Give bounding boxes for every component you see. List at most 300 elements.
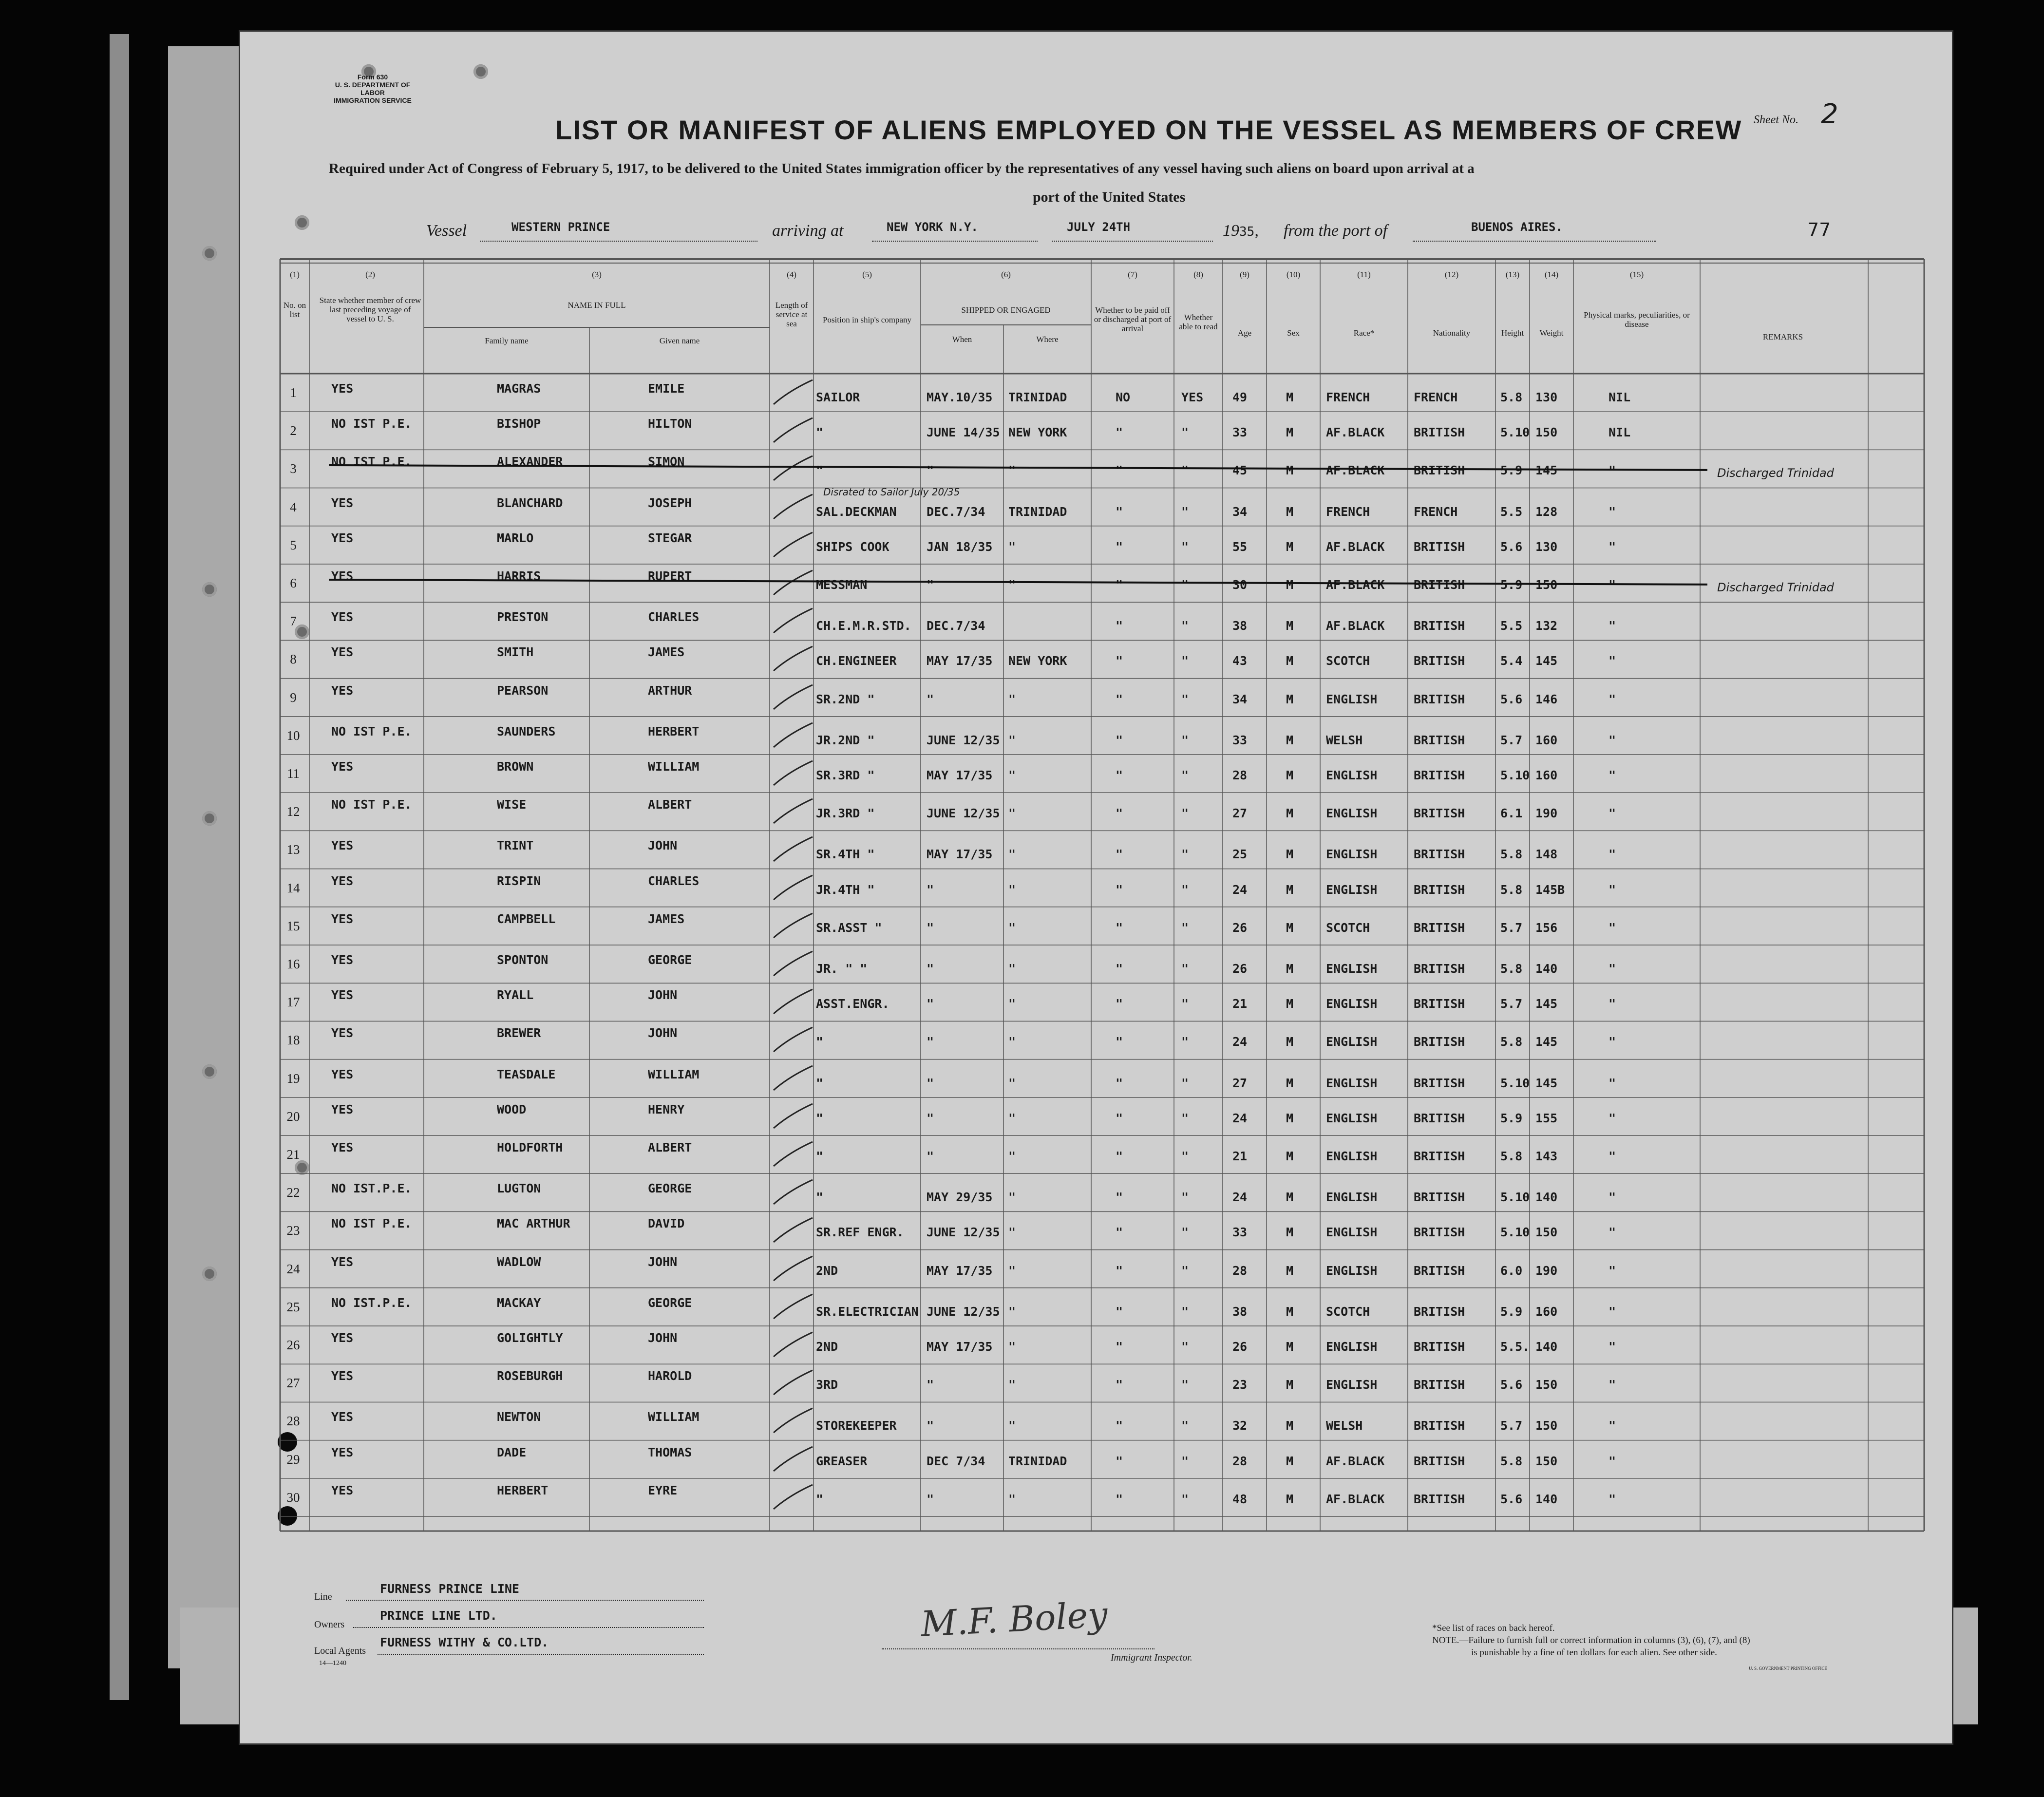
row-number: 15 [286, 918, 300, 933]
cell-sex: M [1286, 619, 1294, 633]
service-check-mark [770, 947, 814, 982]
cell-when: DEC.7/34 [927, 619, 985, 633]
cell-where: " [1008, 1149, 1016, 1163]
row-number: 1 [290, 385, 297, 400]
cell-marks: " [1609, 806, 1616, 821]
cell-age: 21 [1232, 1149, 1248, 1163]
cell-marks: " [1609, 504, 1616, 519]
cell-when: " [927, 1076, 934, 1090]
service-check-mark [770, 491, 814, 525]
col1-num: (1) [290, 270, 300, 279]
subtitle-line-2: port of the United States [1033, 189, 1186, 205]
cell-sex: M [1286, 425, 1294, 440]
cell-weight: 156 [1535, 920, 1558, 935]
cell-read: " [1181, 1076, 1189, 1090]
service-check-mark [770, 1328, 814, 1362]
cell-prev: NO IST P.E. [331, 1216, 412, 1231]
cell-given: JOSEPH [648, 495, 692, 510]
cell-prev: YES [331, 759, 354, 774]
cell-weight: 128 [1535, 504, 1558, 519]
cell-position: SAL.DECKMAN [816, 504, 897, 519]
cell-height: 5.8 [1500, 1035, 1523, 1049]
cell-race: ENGLISH [1326, 997, 1378, 1011]
col4-num: (4) [787, 270, 796, 279]
cell-family: WISE [497, 797, 527, 812]
cell-when: " [927, 578, 934, 592]
cell-where: NEW YORK [1008, 425, 1067, 440]
service-check-mark [770, 376, 814, 410]
cell-race: AF.BLACK [1326, 463, 1385, 478]
cell-family: SMITH [497, 645, 534, 660]
cell-position: " [816, 425, 824, 440]
cell-read: " [1181, 1149, 1189, 1163]
cell-height: 5.9 [1500, 1111, 1523, 1125]
col13-num: (13) [1505, 270, 1520, 279]
cell-race: ENGLISH [1326, 1225, 1378, 1240]
cell-family: HERBERT [497, 1483, 549, 1497]
cell-read: " [1181, 1111, 1189, 1125]
cell-nat: BRITISH [1414, 733, 1465, 747]
row-number: 30 [286, 1490, 300, 1505]
owners-label: Owners [314, 1619, 345, 1630]
row-number: 10 [286, 728, 300, 743]
punch-hole [202, 811, 217, 826]
cell-height: 5.6 [1500, 1378, 1523, 1392]
form-department: U. S. DEPARTMENT OF LABOR [335, 81, 411, 96]
cell-position: SR.3RD " [816, 768, 875, 782]
cell-position: " [816, 463, 824, 478]
cell-prev: YES [331, 1369, 354, 1383]
col6-when-header: When [952, 335, 972, 344]
cell-race: ENGLISH [1326, 882, 1378, 897]
cell-sex: M [1286, 733, 1294, 747]
cell-height: 5.5 [1500, 619, 1523, 633]
cell-marks: " [1609, 733, 1616, 747]
cell-prev: YES [331, 1445, 354, 1459]
cell-read: " [1181, 463, 1189, 478]
cell-read: " [1181, 806, 1189, 821]
cell-given: EYRE [648, 1483, 678, 1497]
cell-given: RUPERT [648, 569, 692, 583]
cell-family: PRESTON [497, 610, 549, 624]
col9-num: (9) [1240, 270, 1249, 279]
cell-where: " [1008, 692, 1016, 706]
cell-sex: M [1286, 1454, 1294, 1468]
cell-age: 21 [1232, 997, 1248, 1011]
cell-age: 24 [1232, 1111, 1248, 1125]
cell-given: WILLIAM [648, 1067, 700, 1081]
cell-nat: BRITISH [1414, 692, 1465, 706]
cell-when: MAY 17/35 [927, 847, 993, 862]
row-number: 24 [286, 1261, 300, 1276]
row-number: 28 [286, 1414, 300, 1429]
col7-header: Whether to be paid off or discharged at port of arrival [1094, 305, 1172, 333]
cell-where: " [1008, 1304, 1016, 1319]
cell-read: " [1181, 1492, 1189, 1506]
col7-num: (7) [1128, 270, 1137, 279]
cell-where: " [1008, 1263, 1016, 1278]
remark-discharged: Discharged Trinidad [1717, 581, 1834, 594]
cell-given: JAMES [648, 911, 685, 926]
cell-read: " [1181, 733, 1189, 747]
cell-when: " [927, 463, 934, 478]
cell-age: 30 [1232, 578, 1248, 592]
cell-when: MAY 17/35 [927, 654, 993, 668]
cell-read: " [1181, 997, 1189, 1011]
cell-height: 5.8 [1500, 882, 1523, 897]
cell-age: 43 [1232, 654, 1248, 668]
cell-family: MAC ARTHUR [497, 1216, 570, 1231]
col15-num: (15) [1629, 270, 1644, 279]
cell-family: ALEXANDER [497, 454, 563, 469]
col14-num: (14) [1544, 270, 1559, 279]
cell-when: MAY 29/35 [927, 1190, 993, 1205]
cell-weight: 140 [1535, 962, 1558, 976]
cell-sex: M [1286, 920, 1294, 935]
cell-sex: M [1286, 1111, 1294, 1125]
service-check-mark [770, 1290, 814, 1324]
form-number: Form 630 [357, 73, 388, 81]
cell-family: RYALL [497, 988, 534, 1003]
col2-num: (2) [365, 270, 375, 279]
cell-marks: " [1609, 539, 1616, 554]
cell-marks: " [1609, 692, 1616, 706]
cell-given: JOHN [648, 1254, 678, 1269]
cell-when: " [927, 1419, 934, 1433]
cell-paid: " [1116, 654, 1123, 668]
cell-family: PEARSON [497, 683, 549, 698]
year-suffix: 35 [1239, 225, 1255, 239]
cell-position: 2ND [816, 1263, 838, 1278]
cell-family: MACKAY [497, 1295, 541, 1310]
cell-nat: BRITISH [1414, 1304, 1465, 1319]
cell-given: JOHN [648, 988, 678, 1003]
col2-header: State whether member of crew last preceding voyage of vessel to U. S. [319, 296, 421, 323]
col6-header: SHIPPED OR ENGAGED [961, 305, 1051, 315]
cell-nat: BRITISH [1414, 1378, 1465, 1392]
cell-when: DEC 7/34 [927, 1454, 985, 1468]
cell-given: JOHN [648, 838, 678, 853]
cell-given: HENRY [648, 1102, 685, 1116]
service-check-mark [770, 795, 814, 829]
cell-height: 5.6 [1500, 692, 1523, 706]
cell-race: SCOTCH [1326, 1304, 1370, 1319]
cell-race: AF.BLACK [1326, 539, 1385, 554]
cell-paid: " [1116, 768, 1123, 782]
col1-header: No. on list [283, 301, 306, 319]
cell-when: " [927, 882, 934, 897]
cell-position: SAILOR [816, 390, 860, 404]
cell-given: JOHN [648, 1026, 678, 1040]
cell-age: 25 [1232, 847, 1248, 862]
cell-nat: BRITISH [1414, 425, 1465, 440]
row-number: 2 [290, 423, 297, 438]
cell-weight: 145 [1535, 1035, 1558, 1049]
cell-family: TRINT [497, 838, 534, 853]
cell-paid: " [1116, 920, 1123, 935]
cell-family: NEWTON [497, 1410, 541, 1424]
cell-nat: BRITISH [1414, 920, 1465, 935]
row-number: 9 [290, 690, 297, 705]
service-check-mark [770, 1062, 814, 1096]
cell-marks: " [1609, 1378, 1616, 1392]
cell-age: 24 [1232, 1035, 1248, 1049]
cell-where: " [1008, 962, 1016, 976]
col6-where-header: Where [1036, 335, 1059, 344]
service-check-mark [770, 529, 814, 563]
cell-where: " [1008, 1419, 1016, 1433]
cell-family: WOOD [497, 1102, 527, 1116]
cell-prev: YES [331, 645, 354, 660]
cell-prev: YES [331, 610, 354, 624]
cell-age: 55 [1232, 539, 1248, 554]
cell-family: HARRIS [497, 569, 541, 583]
cell-given: DAVID [648, 1216, 685, 1231]
cell-prev: YES [331, 569, 354, 583]
cell-race: ENGLISH [1326, 1035, 1378, 1049]
row-number: 18 [286, 1033, 300, 1048]
cell-nat: BRITISH [1414, 654, 1465, 668]
cell-prev: NO IST P.E. [331, 416, 412, 431]
agents-label: Local Agents [314, 1646, 366, 1656]
col8-header: Whether able to read [1179, 313, 1218, 331]
cell-given: GEORGE [648, 1295, 692, 1310]
cell-position: SR.4TH " [816, 847, 875, 862]
cell-read: " [1181, 654, 1189, 668]
cell-given: HAROLD [648, 1369, 692, 1383]
cell-read: " [1181, 539, 1189, 554]
row-number: 11 [287, 766, 300, 781]
cell-family: MAGRAS [497, 381, 541, 396]
cell-marks: " [1609, 1076, 1616, 1090]
service-check-mark [770, 719, 814, 753]
cell-marks: " [1609, 463, 1616, 478]
cell-prev: NO IST P.E. [331, 724, 412, 738]
service-check-mark [770, 909, 814, 944]
cell-race: ENGLISH [1326, 962, 1378, 976]
col3-num: (3) [592, 270, 602, 279]
cell-where: " [1008, 920, 1016, 935]
cell-sex: M [1286, 1035, 1294, 1049]
cell-race: ENGLISH [1326, 1378, 1378, 1392]
cell-paid: " [1116, 1340, 1123, 1354]
agents-value: FURNESS WITHY & CO.LTD. [380, 1635, 549, 1649]
cell-race: ENGLISH [1326, 806, 1378, 821]
cell-paid: " [1116, 1419, 1123, 1433]
cell-read: " [1181, 692, 1189, 706]
cell-sex: M [1286, 1263, 1294, 1278]
subtitle-line-1: Required under Act of Congress of February 5, 1917, to be delivered to the United States immigration officer by the representatives of any vessel having such aliens on board upon arrival at a [329, 161, 1475, 176]
cell-position: STOREKEEPER [816, 1419, 897, 1433]
cell-race: FRENCH [1326, 504, 1370, 519]
cell-nat: BRITISH [1414, 1454, 1465, 1468]
cell-family: DADE [497, 1445, 527, 1459]
sheet-value: 2 [1820, 98, 1838, 130]
cell-when: MAY 17/35 [927, 1263, 993, 1278]
cell-read: YES [1181, 390, 1204, 404]
cell-race: ENGLISH [1326, 692, 1378, 706]
cell-given: JAMES [648, 645, 685, 660]
cell-sex: M [1286, 692, 1294, 706]
cell-marks: NIL [1609, 425, 1631, 440]
agents-underline [378, 1654, 704, 1655]
row-number: 4 [290, 499, 297, 514]
remark-discharged: Discharged Trinidad [1717, 466, 1834, 480]
cell-weight: 140 [1535, 1492, 1558, 1506]
cell-paid: " [1116, 882, 1123, 897]
arrival-date: JULY 24TH [1067, 220, 1131, 234]
cell-paid: " [1116, 1190, 1123, 1205]
cell-prev: YES [331, 530, 354, 545]
cell-marks: " [1609, 882, 1616, 897]
cell-paid: " [1116, 1378, 1123, 1392]
cell-prev: YES [331, 1026, 354, 1040]
cell-nat: BRITISH [1414, 847, 1465, 862]
cell-when: " [927, 962, 934, 976]
cell-position: 3RD [816, 1378, 838, 1392]
cell-sex: M [1286, 847, 1294, 862]
col11-num: (11) [1357, 270, 1371, 279]
cell-weight: 150 [1535, 1419, 1558, 1433]
cell-read: " [1181, 962, 1189, 976]
col10-header: Sex [1287, 328, 1300, 338]
row-number: 25 [286, 1299, 300, 1314]
cell-weight: 145 [1535, 463, 1558, 478]
cell-read: " [1181, 768, 1189, 782]
cell-when: MAY.10/35 [927, 390, 993, 404]
cell-height: 6.1 [1500, 806, 1523, 821]
cell-nat: BRITISH [1414, 1492, 1465, 1506]
col11-header: Race* [1353, 328, 1375, 338]
cell-when: MAY 17/35 [927, 1340, 993, 1354]
row-number: 16 [286, 957, 300, 971]
cell-age: 38 [1232, 619, 1248, 633]
service-check-mark [770, 1176, 814, 1210]
cell-sex: M [1286, 882, 1294, 897]
col12-num: (12) [1444, 270, 1459, 279]
cell-marks: " [1609, 997, 1616, 1011]
printer-imprint: U. S. GOVERNMENT PRINTING OFFICE [1749, 1666, 1827, 1671]
service-check-mark [770, 643, 814, 677]
cell-height: 5.8 [1500, 1454, 1523, 1468]
cell-nat: BRITISH [1414, 882, 1465, 897]
cell-sex: M [1286, 768, 1294, 782]
year-prefix: 19 [1223, 222, 1239, 240]
row-number: 17 [286, 995, 300, 1010]
cell-race: AF.BLACK [1326, 1492, 1385, 1506]
cell-paid: " [1116, 847, 1123, 862]
cell-read: " [1181, 1454, 1189, 1468]
cell-sex: M [1286, 1149, 1294, 1163]
cell-nat: BRITISH [1414, 1340, 1465, 1354]
line-value: FURNESS PRINCE LINE [380, 1582, 519, 1596]
cell-paid: NO [1116, 390, 1131, 404]
cell-weight: 150 [1535, 578, 1558, 592]
row-number: 19 [286, 1071, 300, 1086]
cell-weight: 150 [1535, 425, 1558, 440]
cell-position: " [816, 1035, 824, 1049]
cell-position: SR.REF ENGR. [816, 1225, 904, 1240]
cell-paid: " [1116, 1149, 1123, 1163]
cell-given: WILLIAM [648, 1410, 700, 1424]
cell-race: AF.BLACK [1326, 1454, 1385, 1468]
col4-header: Length of service at sea [775, 301, 808, 328]
cell-when: JUNE 12/35 [927, 1225, 1000, 1240]
remarks-header: REMARKS [1762, 332, 1803, 341]
year: 1935, [1223, 222, 1259, 240]
cell-position: JR. " " [816, 962, 868, 976]
row-number: 29 [286, 1452, 300, 1467]
inspector-signature: M.F. Boley [920, 1594, 1109, 1645]
cell-nat: BRITISH [1414, 1419, 1465, 1433]
cell-age: 24 [1232, 882, 1248, 897]
cell-position: SR.ASST " [816, 920, 882, 935]
service-check-mark [770, 871, 814, 906]
cell-position: " [816, 1111, 824, 1125]
cell-age: 27 [1232, 1076, 1248, 1090]
cell-weight: 140 [1535, 1190, 1558, 1205]
cell-where: " [1008, 1492, 1016, 1506]
service-check-mark [770, 567, 814, 601]
cell-height: 5.7 [1500, 997, 1523, 1011]
cell-weight: 190 [1535, 806, 1558, 821]
cell-weight: 143 [1535, 1149, 1558, 1163]
cell-position: JR.3RD " [816, 806, 875, 821]
line-underline [346, 1600, 704, 1601]
cell-age: 28 [1232, 1263, 1248, 1278]
cell-read: " [1181, 1378, 1189, 1392]
cell-weight: 130 [1535, 539, 1558, 554]
cell-race: ENGLISH [1326, 847, 1378, 862]
cell-where: " [1008, 463, 1016, 478]
cell-marks: " [1609, 1492, 1616, 1506]
cell-family: SPONTON [497, 953, 549, 967]
cell-prev: NO IST P.E. [331, 454, 412, 469]
cell-marks: " [1609, 847, 1616, 862]
cell-marks: " [1609, 920, 1616, 935]
cell-prev: YES [331, 953, 354, 967]
cell-when: " [927, 920, 934, 935]
cell-race: WELSH [1326, 1419, 1363, 1433]
cell-height: 5.9 [1500, 578, 1523, 592]
cell-family: BLANCHARD [497, 495, 563, 510]
cell-nat: FRENCH [1414, 504, 1458, 519]
cell-weight: 150 [1535, 1378, 1558, 1392]
cell-age: 28 [1232, 768, 1248, 782]
row-number: 27 [286, 1376, 300, 1391]
row-number: 3 [290, 461, 297, 476]
cell-height: 5.8 [1500, 962, 1523, 976]
cell-race: AF.BLACK [1326, 619, 1385, 633]
service-check-mark [770, 1481, 814, 1515]
cell-prev: NO IST.P.E. [331, 1295, 412, 1310]
service-check-mark [770, 605, 814, 639]
cell-where: " [1008, 806, 1016, 821]
cell-prev: YES [331, 911, 354, 926]
cell-age: 33 [1232, 1225, 1248, 1240]
col10-num: (10) [1286, 270, 1301, 279]
cell-paid: " [1116, 1035, 1123, 1049]
cell-race: ENGLISH [1326, 1076, 1378, 1090]
cell-position: " [816, 1492, 824, 1506]
cell-family: BREWER [497, 1026, 541, 1040]
cell-position: JR.2ND " [816, 733, 875, 747]
owners-underline [353, 1627, 704, 1628]
cell-given: SIMON [648, 454, 685, 469]
races-note: *See list of races on back hereof. [1432, 1623, 1555, 1633]
cell-nat: BRITISH [1414, 997, 1465, 1011]
cell-marks: " [1609, 1304, 1616, 1319]
